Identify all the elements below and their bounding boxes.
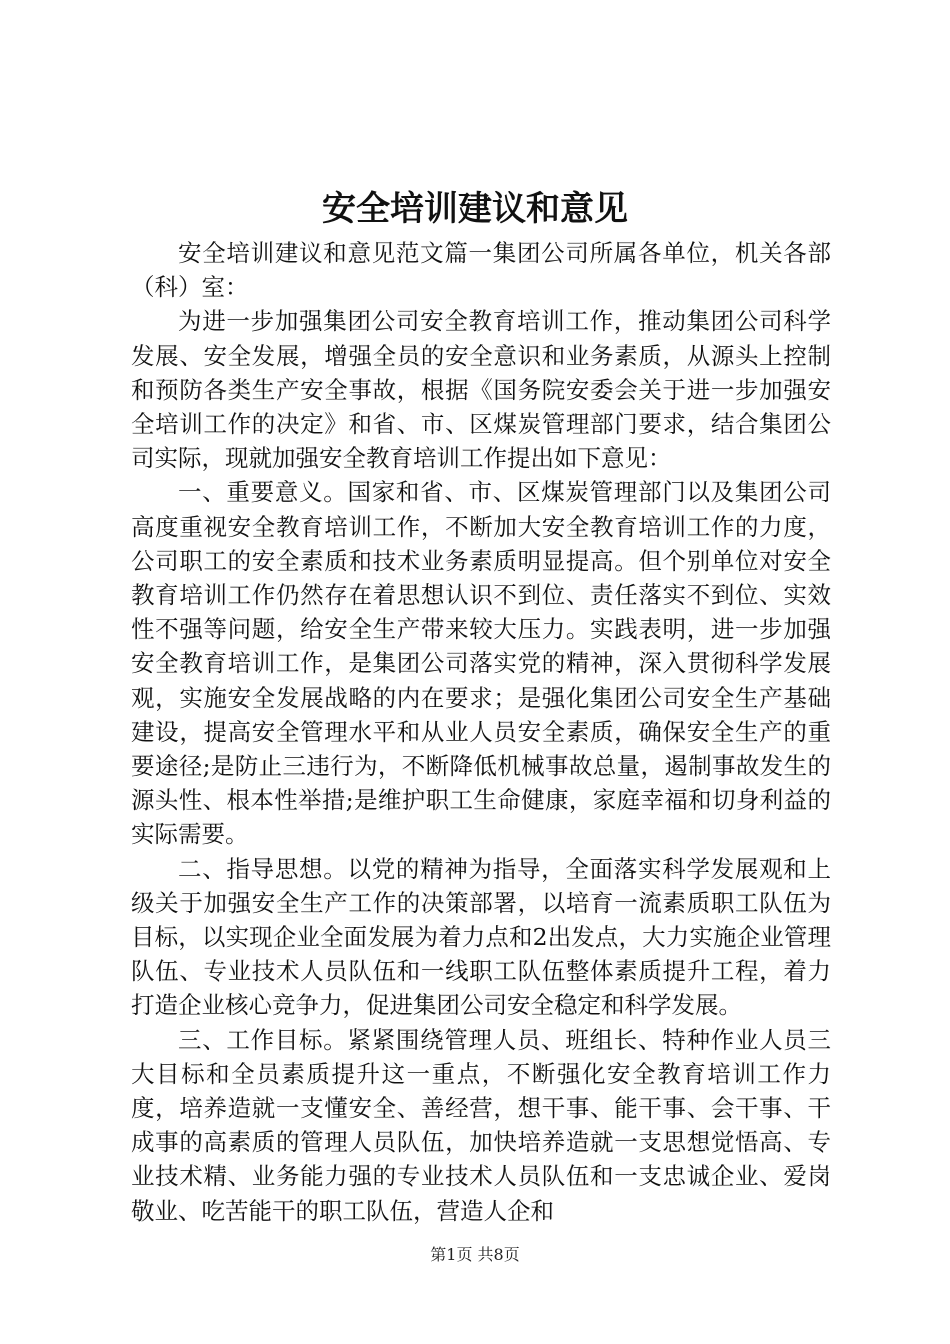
paragraph: 二、指导思想。以党的精神为指导，全面落实科学发展观和上级关于加强安全生产工作的决策部署，以培育一流素质职工队伍为目标，以实现企业全面发展为着力点和2出发点，大力实施企业管理队伍、专业技术人员队伍和一线职工队伍整体素质提升工程，着力打造企业核心竞争力，促进集团公司安全稳定和科学发展。 [131,854,831,1020]
page-footer: 第1页 共8页 [430,1245,520,1264]
paragraph: 安全培训建议和意见范文篇一集团公司所属各单位，机关各部（科）室： [131,239,831,302]
paragraph: 一、重要意义。国家和省、市、区煤炭管理部门以及集团公司高度重视安全教育培训工作，不断加大安全教育培训工作的力度，公司职工的安全素质和技术业务素质明显提高。但个别单位对安全教育培训工作仍然存在着思想认识不到位、责任落实不到位、实效性不强等问题，给安全生产带来较大压力。实践表明，进一步加强安全教育培训工作，是集团公司落实党的精神，深入贯彻科学发展观，实施安全发展战略的内在要求；是强化集团公司安全生产基础建设，提高安全管理水平和从业人员安全素质，确保安全生产的重要途径;是防止三违行为，不断降低机械事故总量，遏制事故发生的源头性、根本性举措;是维护职工生命健康，家庭幸福和切身利益的实际需要。 [131,478,831,849]
document-title: 安全培训建议和意见 [322,189,628,229]
document-body [131,236,831,1228]
paragraph: 三、工作目标。紧紧围绕管理人员、班组长、特种作业人员三大目标和全员素质提升这一重点，不断强化安全教育培训工作力度，培养造就一支懂安全、善经营，想干事、能干事、会干事、干成事的高素质的管理人员队伍，加快培养造就一支思想觉悟高、专业技术精、业务能力强的专业技术人员队伍和一支忠诚企业、爱岗敬业、吃苦能干的职工队伍，营造人企和 [131,1025,831,1225]
paragraph: 为进一步加强集团公司安全教育培训工作，推动集团公司科学发展、安全发展，增强全员的安全意识和业务素质，从源头上控制和预防各类生产安全事故，根据《国务院安委会关于进一步加强安全培训工作的决定》和省、市、区煤炭管理部门要求，结合集团公司实际，现就加强安全教育培训工作提出如下意见： [131,307,831,473]
